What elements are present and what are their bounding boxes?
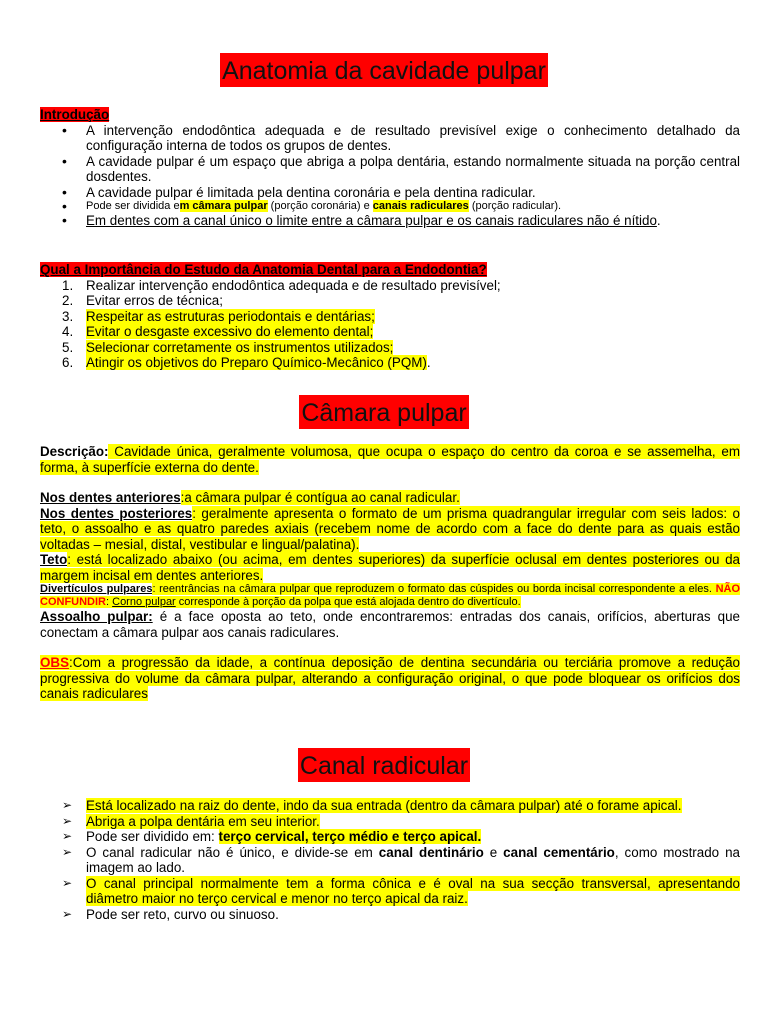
camara-title: Câmara pulpar (299, 395, 468, 429)
intro-item-5: • Em dentes com a canal único o limite entre a câmara pulpar e os canais radiculares não é nítido. (40, 213, 740, 229)
canal-item: ➢ Pode ser dividido em: terço cervical, terço médio e terço apical. (40, 829, 740, 845)
camara-pulpar-term: m câmara pulpar (179, 200, 268, 212)
importance-heading: Qual a Importância do Estudo da Anatomia Dental para a Endodontia? (40, 262, 487, 277)
intro-item-3: • A cavidade pulpar é limitada pela dentina coronária e pela dentina radicular. (40, 185, 740, 201)
page-title: Anatomia da cavidade pulpar (220, 53, 548, 87)
importance-item: 4. Evitar o desgaste excessivo do elemento dental; (62, 324, 374, 339)
camara-section (40, 444, 740, 702)
canal-title: Canal radicular (298, 748, 470, 782)
page-title-wrap (0, 53, 768, 87)
importance-item: 1. Realizar intervenção endodôntica adequada e de resultado previsível; (62, 277, 501, 293)
diverticulos: Divertículos pulpares: reentrâncias na câmara pulpar que reproduzem o formato das cúspides ou borda incisal correspondente a eles. NÃO CONFUNDIR: Corno pulpar corresponde à porção da polpa que está alojada dentro do divertículo. (40, 583, 741, 608)
canais-radiculares-term: canais radiculares (372, 200, 469, 212)
canal-title-wrap (0, 748, 768, 782)
importance-item: 2. Evitar erros de técnica; (62, 293, 223, 308)
intro-section (40, 107, 740, 229)
canal-list (40, 798, 740, 922)
importance-section (40, 262, 740, 371)
canal-item: ➢ Está localizado na raiz do dente, indo da sua entrada (dentro da câmara pulpar) até o forame apical. (40, 798, 740, 814)
importance-item: 3. Respeitar as estruturas periodontais e dentárias; (62, 308, 375, 324)
canal-section (40, 798, 740, 922)
camara-title-wrap (0, 395, 768, 429)
intro-heading: Introdução (40, 107, 110, 122)
intro-item-4: • Pode ser dividida em câmara pulpar (porção coronária) e canais radiculares (porção radicular). (40, 200, 740, 213)
intro-item-1: • A intervenção endodôntica adequada e de resultado previsível exige o conhecimento detalhado da configuração interna de todos os grupos de dentes. (40, 123, 740, 154)
assoalho: Assoalho pulpar: é a face oposta ao teto, onde encontraremos: entradas dos canais, orifícios, aberturas que conectam a câmara pulpar aos canais radiculares. (40, 609, 740, 640)
importance-item: 6. Atingir os objetivos do Preparo Químico-Mecânico (PQM). (62, 355, 431, 370)
importance-list (40, 278, 740, 371)
teto: Teto: está localizado abaixo (ou acima, em dentes superiores) da superfície oclusal em dentes posteriores ou da margem incisal em dentes anteriores. (40, 552, 740, 583)
dentes-posteriores: Nos dentes posteriores: geralmente apresenta o formato de um prisma quadrangular irregular com seis lados: o teto, o assoalho e as quatro paredes axiais (recebem nome de acordo com a face do dente para as quais estão voltadas – mesial, distal, vestibular e lingual/palatina). (40, 505, 741, 552)
canal-item: ➢ Abriga a polpa dentária em seu interior. (40, 814, 740, 830)
camara-description: Descrição: Cavidade única, geralmente volumosa, que ocupa o espaço do centro da coroa e se assemelha, em forma, à superfície externa do dente. (40, 444, 740, 475)
canal-item: ➢ Pode ser reto, curvo ou sinuoso. (40, 907, 740, 923)
intro-item-2: • A cavidade pulpar é um espaço que abriga a polpa dentária, estando normalmente situada na porção central dosdentes. (40, 154, 740, 185)
obs-note: OBS:Com a progressão da idade, a contínua deposição de dentina secundária ou terciária promove a redução progressiva do volume da câmara pulpar, alterando a configuração original, o que pode bloquear os orifícios dos canais radiculares (40, 655, 740, 701)
importance-item: 5. Selecionar corretamente os instrumentos utilizados; (62, 339, 394, 355)
canal-item: ➢ O canal radicular não é único, e divide-se em canal dentinário e canal cementário, como mostrado na imagem ao lado. (40, 845, 740, 876)
canal-item: ➢ O canal principal normalmente tem a forma cônica e é oval na sua secção transversal, apresentando diâmetro maior no terço cervical e menor no terço apical da raiz. (40, 876, 740, 907)
dentes-anteriores: Nos dentes anteriores:a câmara pulpar é contígua ao canal radicular. (40, 490, 460, 505)
intro-list (40, 123, 740, 229)
